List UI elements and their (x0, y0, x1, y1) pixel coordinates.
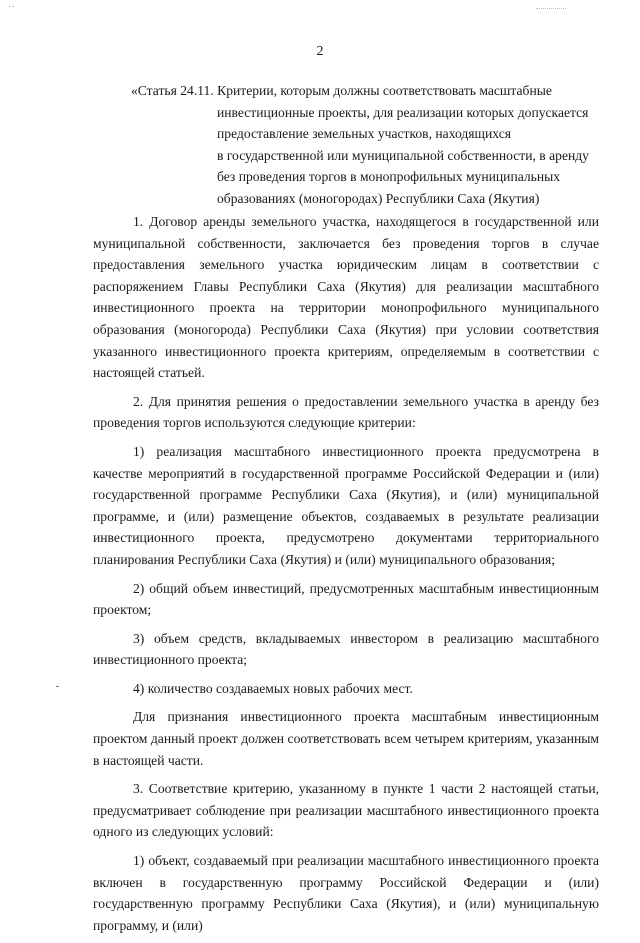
paragraph-part-3: 3. Соответствие критерию, указанному в пункте 1 части 2 настоящей статьи, предусматривает соблюдение при реализации масштабного инвестиционного проекта одного из следующих условий: (93, 781, 599, 840)
criterion-3: 3) объем средств, вкладываемых инвестором в реализацию масштабного инвестиционного проекта; (93, 630, 599, 668)
paragraph-recognition: Для признания инвестиционного проекта масштабным инвестиционным проектом данный проект должен соответствовать всем четырем критериям, указанным в настоящей части. (93, 709, 599, 768)
article-title-line: предоставление земельных участков, находящихся (217, 126, 511, 142)
corner-mark: ·· (8, 2, 15, 13)
article-body (93, 211, 599, 943)
article-title-line: в государственной или муниципальной собственности, в аренду (217, 147, 589, 163)
criterion-1: 1) реализация масштабного инвестиционного проекта предусмотрена в качестве мероприятий в государственной программе Российской Федерации и (или) государственной программе Республики Саха (Якутия), и (или) муниципальной программе, и (или) размещение объектов, создаваемых в результате реализации инвестиционного проекта, предусмотрено документами территориального планирования Республики Саха (Якутия) и (или) муниципального образования; (93, 443, 599, 567)
article-title-line: «Статья 24.11. Критерии, которым должны соответствовать масштабные (131, 83, 552, 98)
article-title-line: без проведения торгов в монопрофильных муниципальных (217, 169, 561, 185)
criterion-4: 4) количество создаваемых новых рабочих мест. (133, 680, 413, 696)
paragraph-part-2: 2. Для принятия решения о предоставлении земельного участка в аренду без проведения торгов используются следующие критерии: (93, 393, 599, 431)
article-title-line: инвестиционные проекты, для реализации которых допускается (217, 104, 589, 120)
condition-1: 1) объект, создаваемый при реализации масштабного инвестиционного проекта включен в государственную программу Российской Федерации и (или) государственную программу Республики Саха (Якутия), и (или) муниципальную программу, и (или) (93, 853, 599, 933)
header-dotted-line (536, 8, 566, 9)
page-number: 2 (316, 44, 324, 59)
criterion-2: 2) общий объем инвестиций, предусмотренных масштабным инвестиционным проектом; (93, 580, 599, 618)
margin-dot (56, 686, 59, 687)
article-title (131, 80, 591, 210)
paragraph-part-1: 1. Договор аренды земельного участка, находящегося в государственной или муниципальной собственности, заключается без проведения торгов в случае предоставления земельного участка юридическим лицам в соответствии с распоряжением Главы Республики Саха (Якутия) для реализации масштабного инвестиционного проекта на территории монопрофильного муниципального образования (моногорода) Республики Саха (Якутия) при условии соответствия указанного инвестиционного проекта критериям, определяемым в соответствии с настоящей статьей. (93, 214, 599, 381)
article-title-line: образованиях (моногородах) Республики Саха (Якутия) (217, 190, 540, 206)
